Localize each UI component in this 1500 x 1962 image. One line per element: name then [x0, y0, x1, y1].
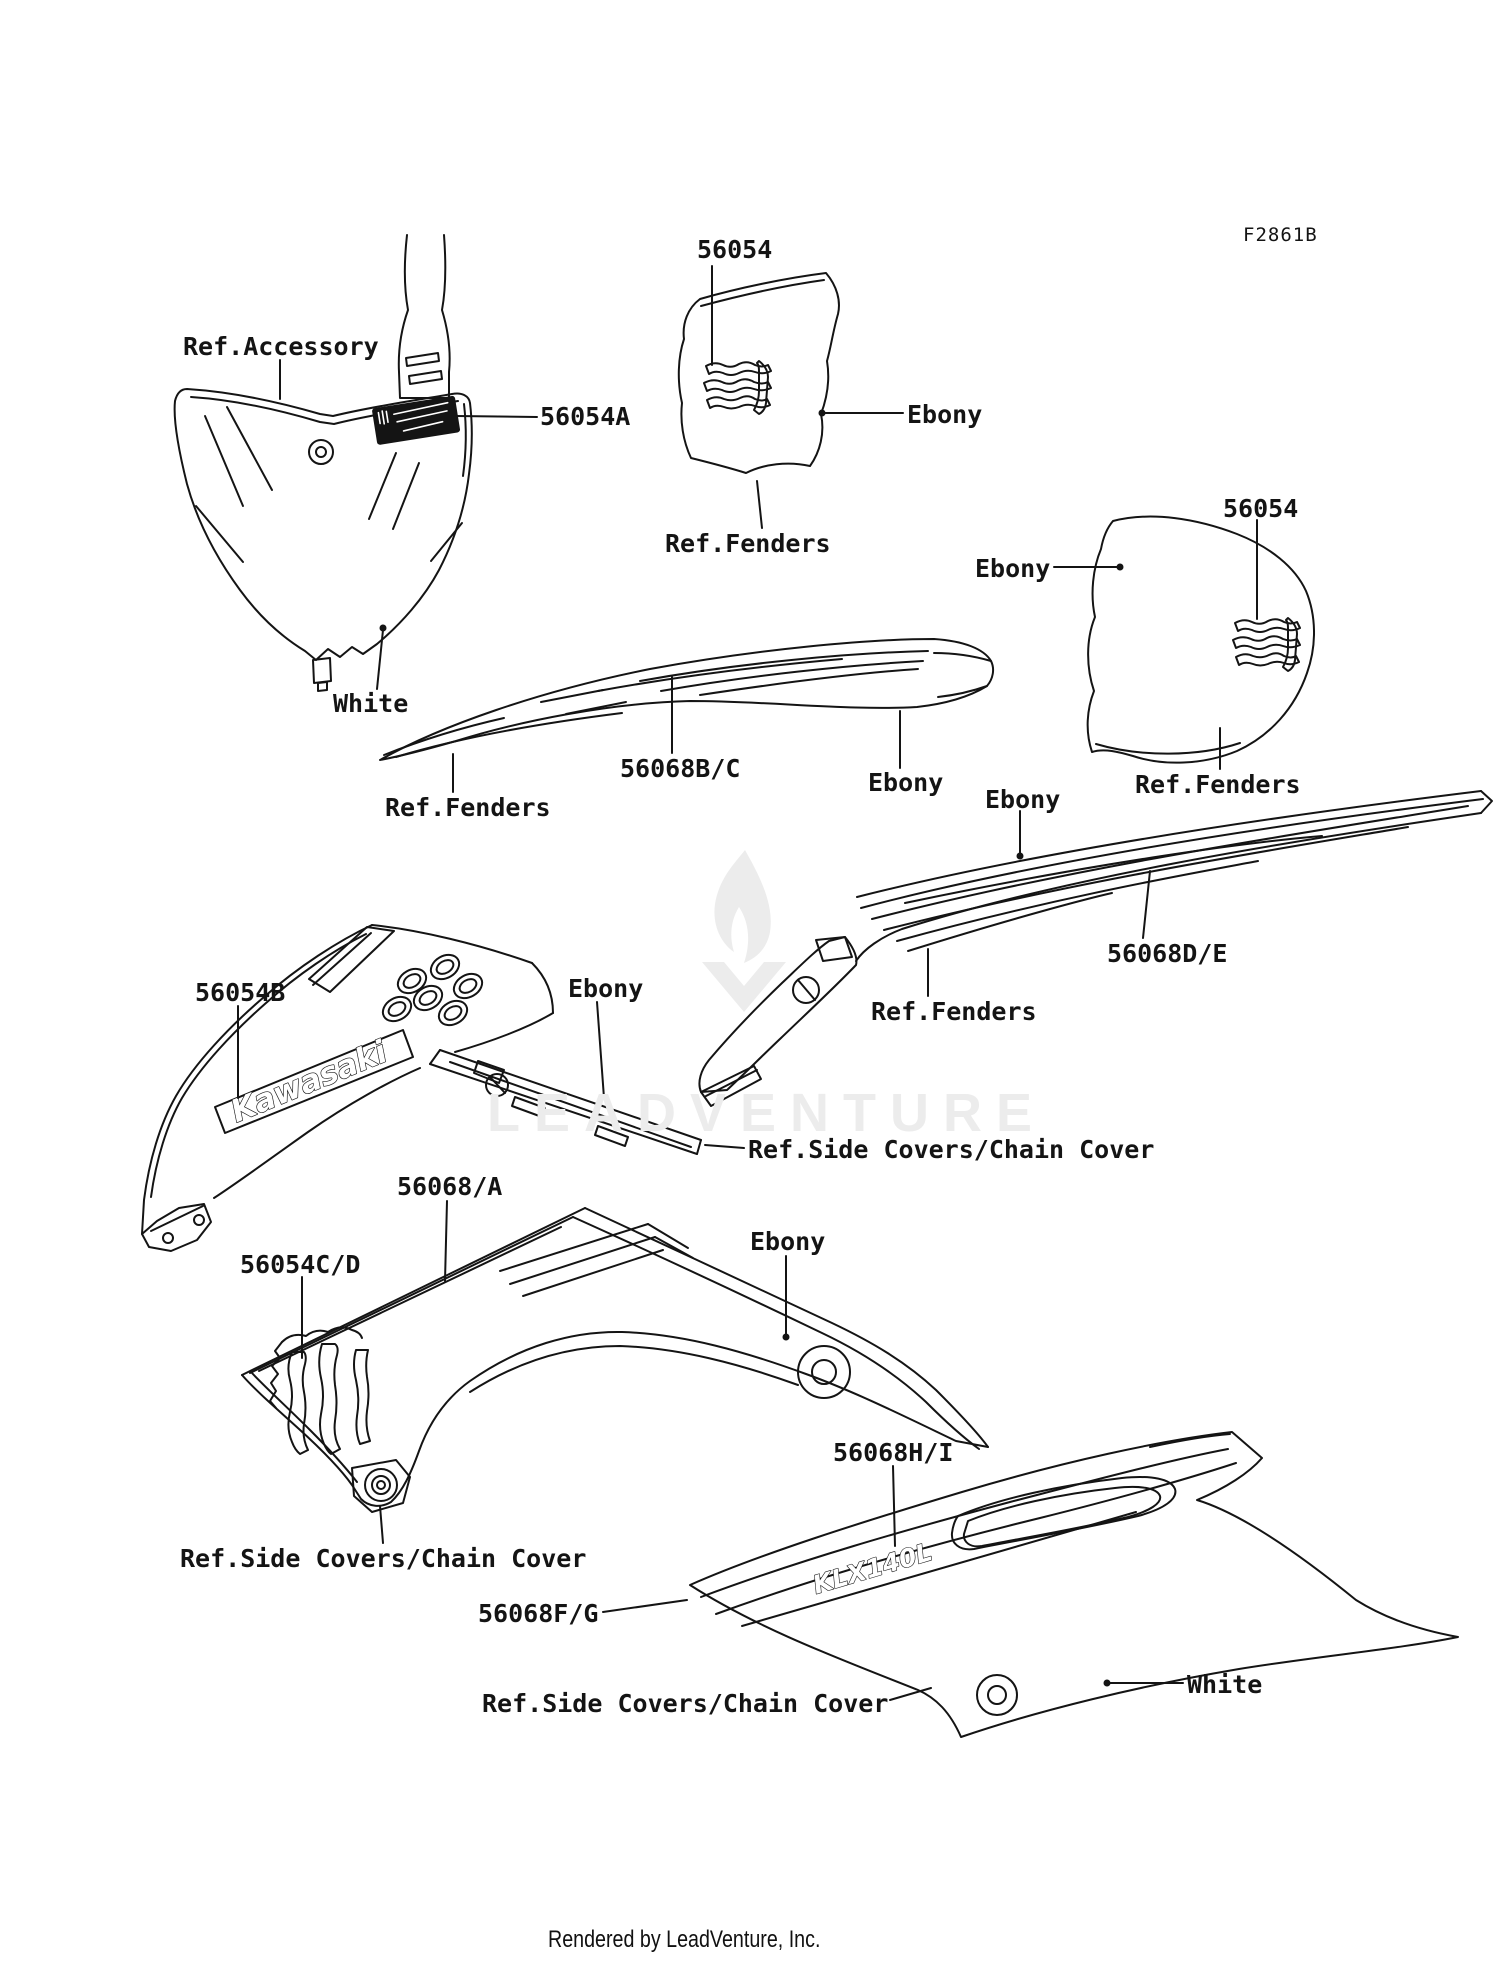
front-fender-cap-drawing — [679, 273, 839, 473]
part-56054b-label: 56054B — [195, 978, 286, 1007]
ref-side-covers-left-label: Ref.Side Covers/Chain Cover — [180, 1544, 587, 1573]
ebony-right-cap-label: Ebony — [975, 554, 1051, 583]
klx140l-logo-decal: KLX140L — [809, 1537, 936, 1600]
part-56068fg-label: 56068F/G — [478, 1599, 599, 1628]
part-56054a-label: 56054A — [540, 402, 631, 431]
ebony-side-cover-label: Ebony — [750, 1227, 826, 1256]
ref-side-covers-rear-label: Ref.Side Covers/Chain Cover — [482, 1689, 889, 1718]
claw-decal-vertical — [270, 1327, 370, 1454]
part-56054cd-label: 56054C/D — [240, 1250, 361, 1279]
ref-fenders-front-cap-label: Ref.Fenders — [665, 529, 831, 558]
ebony-front-fender-label: Ebony — [868, 768, 944, 797]
shroud-vent-holes — [379, 950, 487, 1030]
ebony-rear-fender-label: Ebony — [985, 785, 1061, 814]
ref-fenders-front-label: Ref.Fenders — [385, 793, 551, 822]
part-56068de-label: 56068D/E — [1107, 939, 1228, 968]
footer-credit: Rendered by LeadVenture, Inc. — [548, 1926, 821, 1953]
ebony-front-cap-label: Ebony — [907, 400, 983, 429]
claw-decal — [704, 361, 771, 414]
ref-fenders-rear-label: Ref.Fenders — [871, 997, 1037, 1026]
white-rear-cover-label: White — [1187, 1670, 1263, 1699]
ebony-shroud-label: Ebony — [568, 974, 644, 1003]
ref-accessory-label: Ref.Accessory — [183, 332, 379, 361]
part-56054-front-label: 56054 — [697, 235, 773, 264]
front-fender-drawing — [380, 639, 993, 760]
rear-fender-drawing — [699, 791, 1492, 1106]
front-number-plate-drawing — [175, 235, 472, 691]
part-56054-right-label: 56054 — [1223, 494, 1299, 523]
part-56068hi-label: 56068H/I — [833, 1438, 954, 1467]
ref-side-covers-shroud-label: Ref.Side Covers/Chain Cover — [748, 1135, 1155, 1164]
number-plate-sticker-decal — [372, 395, 461, 445]
part-56068a-label: 56068/A — [397, 1172, 503, 1201]
watermark-text: LEADVENTURE — [487, 1083, 1047, 1143]
ref-fenders-right-cap-label: Ref.Fenders — [1135, 770, 1301, 799]
part-56068bc-label: 56068B/C — [620, 754, 741, 783]
diagram-code: F2861B — [1243, 224, 1318, 246]
right-fender-cap-drawing — [1088, 517, 1314, 763]
kawasaki-logo-decal: Kawasaki — [225, 1034, 393, 1130]
white-plate-label: White — [333, 689, 409, 718]
watermark-flame-icon — [702, 850, 786, 1012]
